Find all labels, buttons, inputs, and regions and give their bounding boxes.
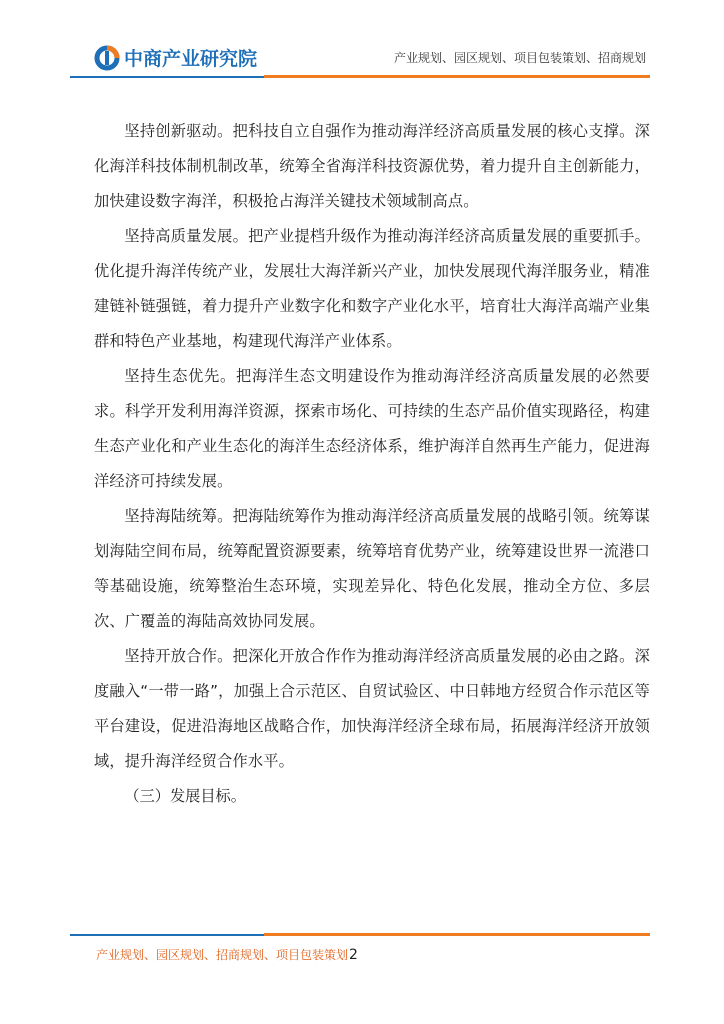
header-rule-blue bbox=[70, 76, 264, 78]
page-footer bbox=[96, 946, 358, 963]
paragraph-innovation: 坚持创新驱动。把科技自立自强作为推动海洋经济高质量发展的核心支撑。深化海洋科技体制机制改革，统筹全省海洋科技资源优势，着力提升自主创新能力，加快建设数字海洋，积极抢占海洋关键技术领域制高点。 bbox=[94, 122, 650, 210]
paragraph-land-sea: 坚持海陆统筹。把海陆统筹作为推动海洋经济高质量发展的战略引领。统筹谋划海陆空间布局，统筹配置资源要素，统筹培育优势产业，统筹建设世界一流港口等基础设施，统筹整治生态环境，实现差异化、特色化发展，推动全方位、多层次、广覆盖的海陆高效协同发展。 bbox=[94, 507, 650, 630]
document-body bbox=[94, 114, 650, 814]
page-number: 2 bbox=[349, 947, 358, 963]
footer-rule-blue bbox=[70, 934, 264, 936]
logo-mark-icon bbox=[94, 45, 120, 71]
page-header bbox=[0, 0, 724, 80]
company-logo bbox=[94, 44, 257, 71]
paragraph-quality: 坚持高质量发展。把产业提档升级作为推动海洋经济高质量发展的重要抓手。优化提升海洋传统产业，发展壮大海洋新兴产业，加快发展现代海洋服务业，精准建链补链强链，着力提升产业数字化和数字产业化水平，培育壮大海洋高端产业集群和特色产业基地，构建现代海洋产业体系。 bbox=[94, 227, 650, 350]
header-tagline: 产业规划、园区规划、项目包装策划、招商规划 bbox=[393, 51, 646, 65]
section-subheading: （三）发展目标。 bbox=[124, 787, 246, 805]
logo-text: 中商产业研究院 bbox=[124, 48, 258, 70]
footer-rule-orange bbox=[264, 933, 650, 936]
footer-text: 产业规划、园区规划、招商规划、项目包装策划 bbox=[96, 948, 349, 962]
paragraph-openness: 坚持开放合作。把深化开放合作作为推动海洋经济高质量发展的必由之路。深度融入“一带一路”，加强上合示范区、自贸试验区、中日韩地方经贸合作示范区等平台建设，促进沿海地区战略合作，加快海洋经济全球布局，拓展海洋经济开放领域，提升海洋经贸合作水平。 bbox=[94, 647, 650, 770]
paragraph-ecology: 坚持生态优先。把海洋生态文明建设作为推动海洋经济高质量发展的必然要求。科学开发利用海洋资源，探索市场化、可持续的生态产品价值实现路径，构建生态产业化和产业生态化的海洋生态经济体系，维护海洋自然再生产能力，促进海洋经济可持续发展。 bbox=[94, 367, 650, 490]
header-rule-orange bbox=[264, 75, 650, 78]
